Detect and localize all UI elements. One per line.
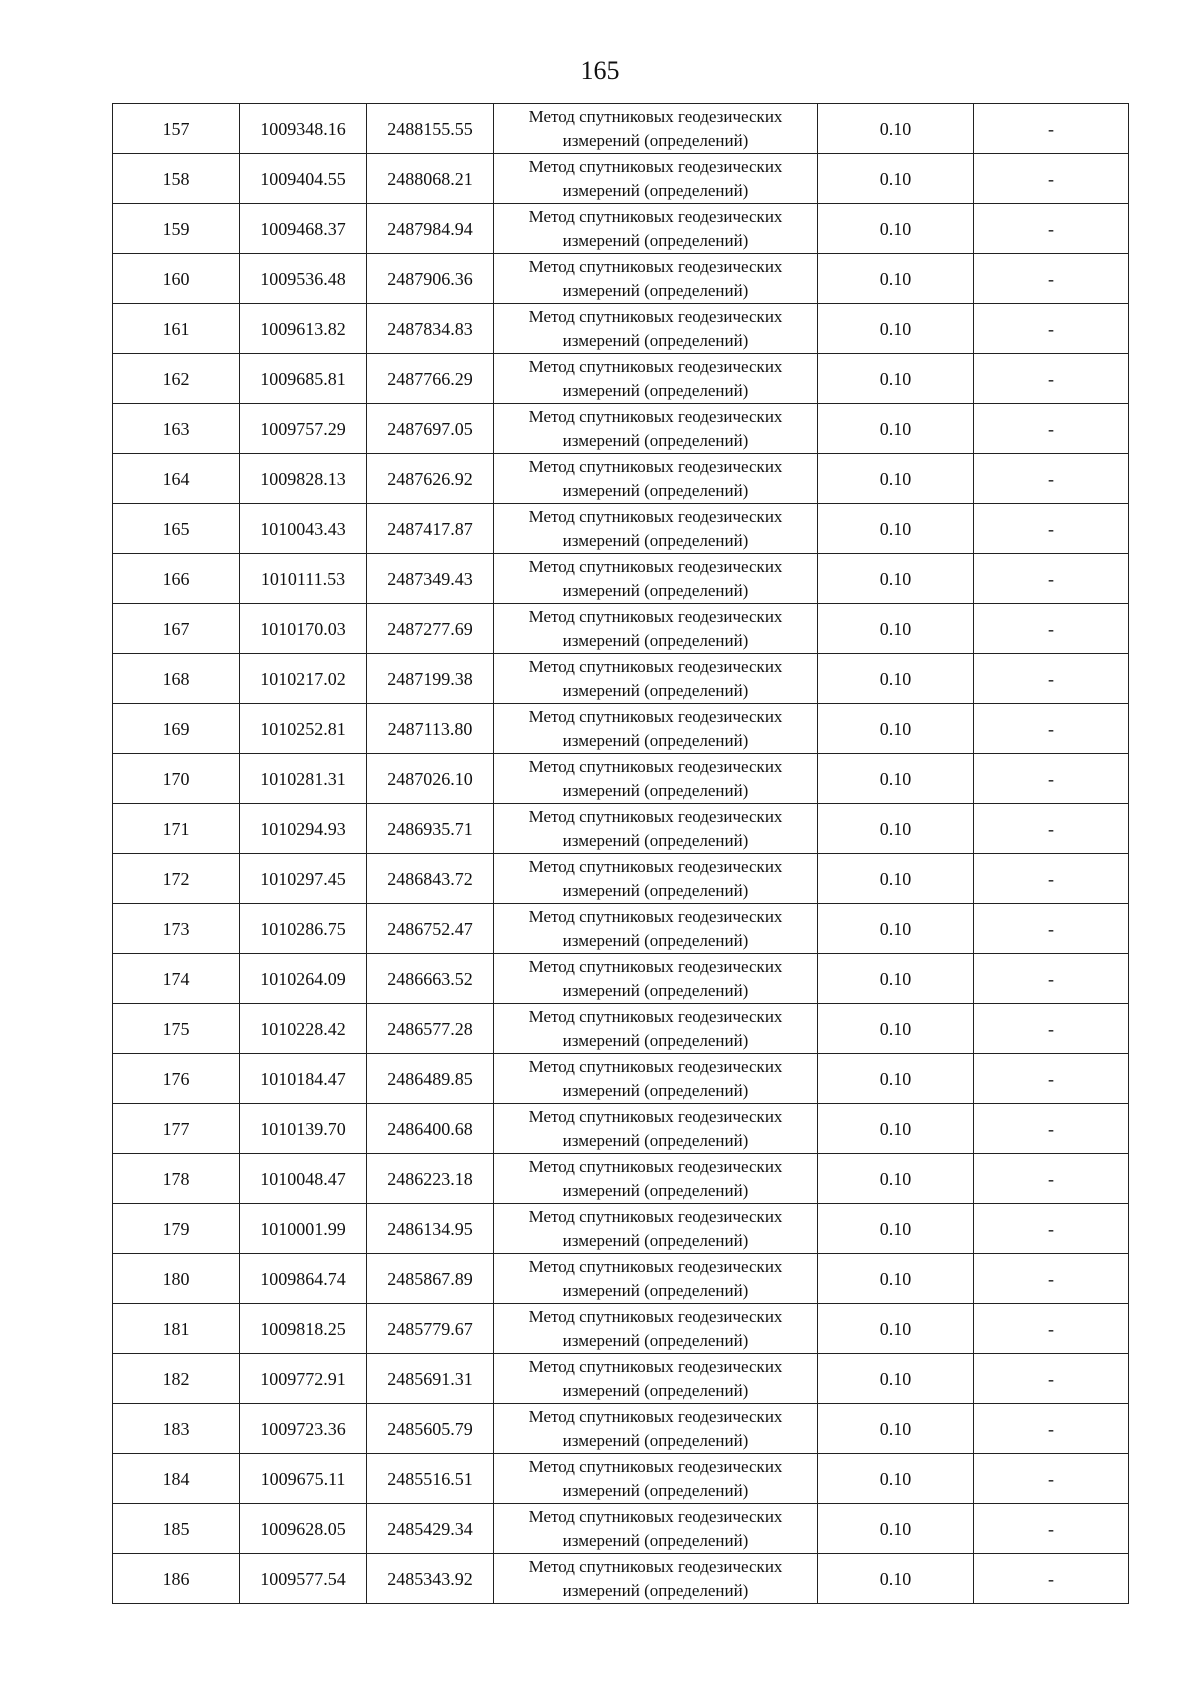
method-cell	[494, 954, 818, 1004]
y-coordinate-cell: 2486223.18	[367, 1154, 494, 1204]
y-coordinate-cell: 2487277.69	[367, 604, 494, 654]
accuracy-cell: 0.10	[818, 1254, 974, 1304]
method-line-2: измерений (определений)	[562, 830, 749, 850]
y-coordinate-cell: 2485779.67	[367, 1304, 494, 1354]
accuracy-cell: 0.10	[818, 1354, 974, 1404]
method-cell	[494, 154, 818, 204]
method-line-1: Метод спутниковых геодезических	[528, 1306, 783, 1326]
point-number-cell: 176	[113, 1054, 240, 1104]
method-line-2: измерений (определений)	[562, 630, 749, 650]
method-cell	[494, 1054, 818, 1104]
note-cell: -	[974, 1304, 1129, 1354]
note-cell: -	[974, 704, 1129, 754]
x-coordinate-cell: 1009468.37	[240, 204, 367, 254]
method-cell	[494, 1204, 818, 1254]
accuracy-cell: 0.10	[818, 1504, 974, 1554]
note-cell: -	[974, 1404, 1129, 1454]
method-line-2: измерений (определений)	[562, 880, 749, 900]
method-line-1: Метод спутниковых геодезических	[528, 1056, 783, 1076]
method-cell	[494, 654, 818, 704]
note-cell: -	[974, 1554, 1129, 1604]
x-coordinate-cell: 1010043.43	[240, 504, 367, 554]
y-coordinate-cell: 2485343.92	[367, 1554, 494, 1604]
note-cell: -	[974, 104, 1129, 154]
y-coordinate-cell: 2488068.21	[367, 154, 494, 204]
y-coordinate-cell: 2486663.52	[367, 954, 494, 1004]
note-cell: -	[974, 1454, 1129, 1504]
table-row	[113, 854, 1129, 904]
x-coordinate-cell: 1010286.75	[240, 904, 367, 954]
x-coordinate-cell: 1010281.31	[240, 754, 367, 804]
y-coordinate-cell: 2487026.10	[367, 754, 494, 804]
x-coordinate-cell: 1010252.81	[240, 704, 367, 754]
note-cell: -	[974, 804, 1129, 854]
note-cell: -	[974, 404, 1129, 454]
y-coordinate-cell: 2487984.94	[367, 204, 494, 254]
accuracy-cell: 0.10	[818, 104, 974, 154]
method-line-1: Метод спутниковых геодезических	[528, 1406, 783, 1426]
accuracy-cell: 0.10	[818, 954, 974, 1004]
method-cell	[494, 1554, 818, 1604]
note-cell: -	[974, 904, 1129, 954]
method-line-1: Метод спутниковых геодезических	[528, 156, 783, 176]
method-line-1: Метод спутниковых геодезических	[528, 706, 783, 726]
accuracy-cell: 0.10	[818, 1454, 974, 1504]
accuracy-cell: 0.10	[818, 554, 974, 604]
method-cell	[494, 354, 818, 404]
method-line-2: измерений (определений)	[562, 1030, 749, 1050]
x-coordinate-cell: 1010001.99	[240, 1204, 367, 1254]
accuracy-cell: 0.10	[818, 804, 974, 854]
table-row	[113, 1204, 1129, 1254]
accuracy-cell: 0.10	[818, 754, 974, 804]
method-cell	[494, 404, 818, 454]
accuracy-cell: 0.10	[818, 1004, 974, 1054]
point-number-cell: 183	[113, 1404, 240, 1454]
accuracy-cell: 0.10	[818, 454, 974, 504]
method-line-1: Метод спутниковых геодезических	[528, 356, 783, 376]
method-cell	[494, 1304, 818, 1354]
x-coordinate-cell: 1009404.55	[240, 154, 367, 204]
method-cell	[494, 254, 818, 304]
x-coordinate-cell: 1009818.25	[240, 1304, 367, 1354]
accuracy-cell: 0.10	[818, 1204, 974, 1254]
table-row	[113, 104, 1129, 154]
method-line-1: Метод спутниковых геодезических	[528, 406, 783, 426]
method-cell	[494, 804, 818, 854]
x-coordinate-cell: 1009536.48	[240, 254, 367, 304]
accuracy-cell: 0.10	[818, 204, 974, 254]
point-number-cell: 177	[113, 1104, 240, 1154]
method-line-1: Метод спутниковых геодезических	[528, 106, 783, 126]
point-number-cell: 186	[113, 1554, 240, 1604]
point-number-cell: 166	[113, 554, 240, 604]
method-line-1: Метод спутниковых геодезических	[528, 956, 783, 976]
accuracy-cell: 0.10	[818, 1404, 974, 1454]
table-row	[113, 704, 1129, 754]
method-line-2: измерений (определений)	[562, 930, 749, 950]
x-coordinate-cell: 1009828.13	[240, 454, 367, 504]
x-coordinate-cell: 1010139.70	[240, 1104, 367, 1154]
method-line-1: Метод спутниковых геодезических	[528, 456, 783, 476]
method-line-1: Метод спутниковых геодезических	[528, 906, 783, 926]
y-coordinate-cell: 2485691.31	[367, 1354, 494, 1404]
note-cell: -	[974, 754, 1129, 804]
table-row	[113, 604, 1129, 654]
note-cell: -	[974, 604, 1129, 654]
x-coordinate-cell: 1009348.16	[240, 104, 367, 154]
method-cell	[494, 1004, 818, 1054]
accuracy-cell: 0.10	[818, 704, 974, 754]
method-line-2: измерений (определений)	[562, 1180, 749, 1200]
method-cell	[494, 1104, 818, 1154]
method-line-2: измерений (определений)	[562, 380, 749, 400]
method-line-2: измерений (определений)	[562, 980, 749, 1000]
x-coordinate-cell: 1010294.93	[240, 804, 367, 854]
table-row	[113, 954, 1129, 1004]
method-cell	[494, 304, 818, 354]
point-number-cell: 162	[113, 354, 240, 404]
table-row	[113, 804, 1129, 854]
method-line-1: Метод спутниковых геодезических	[528, 606, 783, 626]
table-row	[113, 1354, 1129, 1404]
accuracy-cell: 0.10	[818, 1304, 974, 1354]
method-line-1: Метод спутниковых геодезических	[528, 656, 783, 676]
method-line-2: измерений (определений)	[562, 1380, 749, 1400]
method-line-2: измерений (определений)	[562, 780, 749, 800]
method-line-2: измерений (определений)	[562, 430, 749, 450]
y-coordinate-cell: 2485429.34	[367, 1504, 494, 1554]
method-cell	[494, 1354, 818, 1404]
method-cell	[494, 204, 818, 254]
method-line-1: Метод спутниковых геодезических	[528, 306, 783, 326]
point-number-cell: 181	[113, 1304, 240, 1354]
point-number-cell: 178	[113, 1154, 240, 1204]
y-coordinate-cell: 2485867.89	[367, 1254, 494, 1304]
x-coordinate-cell: 1010111.53	[240, 554, 367, 604]
x-coordinate-cell: 1009772.91	[240, 1354, 367, 1404]
point-number-cell: 182	[113, 1354, 240, 1404]
table-row	[113, 654, 1129, 704]
method-line-1: Метод спутниковых геодезических	[528, 506, 783, 526]
method-cell	[494, 904, 818, 954]
y-coordinate-cell: 2487113.80	[367, 704, 494, 754]
method-line-1: Метод спутниковых геодезических	[528, 756, 783, 776]
method-cell	[494, 454, 818, 504]
method-cell	[494, 1404, 818, 1454]
y-coordinate-cell: 2486935.71	[367, 804, 494, 854]
y-coordinate-cell: 2487349.43	[367, 554, 494, 604]
note-cell: -	[974, 304, 1129, 354]
point-number-cell: 174	[113, 954, 240, 1004]
accuracy-cell: 0.10	[818, 354, 974, 404]
table-row	[113, 1154, 1129, 1204]
table-row	[113, 204, 1129, 254]
method-line-1: Метод спутниковых геодезических	[528, 1206, 783, 1226]
method-line-2: измерений (определений)	[562, 1230, 749, 1250]
point-number-cell: 185	[113, 1504, 240, 1554]
method-line-2: измерений (определений)	[562, 1430, 749, 1450]
accuracy-cell: 0.10	[818, 304, 974, 354]
method-line-2: измерений (определений)	[562, 1130, 749, 1150]
method-line-1: Метод спутниковых геодезических	[528, 1106, 783, 1126]
x-coordinate-cell: 1010228.42	[240, 1004, 367, 1054]
note-cell: -	[974, 554, 1129, 604]
table-row	[113, 1504, 1129, 1554]
x-coordinate-cell: 1010170.03	[240, 604, 367, 654]
y-coordinate-cell: 2486843.72	[367, 854, 494, 904]
x-coordinate-cell: 1009757.29	[240, 404, 367, 454]
method-line-1: Метод спутниковых геодезических	[528, 256, 783, 276]
table-row	[113, 554, 1129, 604]
x-coordinate-cell: 1009577.54	[240, 1554, 367, 1604]
method-line-2: измерений (определений)	[562, 230, 749, 250]
x-coordinate-cell: 1010297.45	[240, 854, 367, 904]
note-cell: -	[974, 454, 1129, 504]
x-coordinate-cell: 1009628.05	[240, 1504, 367, 1554]
table-row	[113, 1104, 1129, 1154]
method-cell	[494, 604, 818, 654]
y-coordinate-cell: 2487697.05	[367, 404, 494, 454]
point-number-cell: 159	[113, 204, 240, 254]
method-line-2: измерений (определений)	[562, 730, 749, 750]
note-cell: -	[974, 1204, 1129, 1254]
table-row	[113, 1454, 1129, 1504]
method-line-2: измерений (определений)	[562, 680, 749, 700]
note-cell: -	[974, 204, 1129, 254]
accuracy-cell: 0.10	[818, 404, 974, 454]
note-cell: -	[974, 1104, 1129, 1154]
note-cell: -	[974, 154, 1129, 204]
y-coordinate-cell: 2486489.85	[367, 1054, 494, 1104]
y-coordinate-cell: 2486577.28	[367, 1004, 494, 1054]
table-row	[113, 454, 1129, 504]
table-row	[113, 1004, 1129, 1054]
method-line-2: измерений (определений)	[562, 1080, 749, 1100]
note-cell: -	[974, 1254, 1129, 1304]
accuracy-cell: 0.10	[818, 1054, 974, 1104]
x-coordinate-cell: 1009864.74	[240, 1254, 367, 1304]
point-number-cell: 172	[113, 854, 240, 904]
y-coordinate-cell: 2486752.47	[367, 904, 494, 954]
y-coordinate-cell: 2487834.83	[367, 304, 494, 354]
table-row	[113, 254, 1129, 304]
x-coordinate-cell: 1009723.36	[240, 1404, 367, 1454]
point-number-cell: 171	[113, 804, 240, 854]
accuracy-cell: 0.10	[818, 654, 974, 704]
y-coordinate-cell: 2486134.95	[367, 1204, 494, 1254]
method-line-2: измерений (определений)	[562, 1330, 749, 1350]
table-row	[113, 1254, 1129, 1304]
table-row	[113, 504, 1129, 554]
table-row	[113, 1304, 1129, 1354]
note-cell: -	[974, 254, 1129, 304]
accuracy-cell: 0.10	[818, 1104, 974, 1154]
method-cell	[494, 104, 818, 154]
y-coordinate-cell: 2487766.29	[367, 354, 494, 404]
accuracy-cell: 0.10	[818, 1154, 974, 1204]
point-number-cell: 158	[113, 154, 240, 204]
table-row	[113, 1404, 1129, 1454]
table-row	[113, 304, 1129, 354]
method-cell	[494, 754, 818, 804]
y-coordinate-cell: 2487199.38	[367, 654, 494, 704]
table-row	[113, 904, 1129, 954]
method-cell	[494, 1504, 818, 1554]
method-cell	[494, 1154, 818, 1204]
table-row	[113, 404, 1129, 454]
method-line-2: измерений (определений)	[562, 180, 749, 200]
method-line-1: Метод спутниковых геодезических	[528, 1006, 783, 1026]
note-cell: -	[974, 1054, 1129, 1104]
note-cell: -	[974, 1154, 1129, 1204]
x-coordinate-cell: 1010184.47	[240, 1054, 367, 1104]
x-coordinate-cell: 1010048.47	[240, 1154, 367, 1204]
note-cell: -	[974, 354, 1129, 404]
method-line-2: измерений (определений)	[562, 330, 749, 350]
method-line-2: измерений (определений)	[562, 1580, 749, 1600]
y-coordinate-cell: 2486400.68	[367, 1104, 494, 1154]
method-cell	[494, 554, 818, 604]
table-row	[113, 1554, 1129, 1604]
accuracy-cell: 0.10	[818, 904, 974, 954]
method-line-2: измерений (определений)	[562, 580, 749, 600]
y-coordinate-cell: 2487906.36	[367, 254, 494, 304]
point-number-cell: 157	[113, 104, 240, 154]
x-coordinate-cell: 1009675.11	[240, 1454, 367, 1504]
method-line-1: Метод спутниковых геодезических	[528, 806, 783, 826]
note-cell: -	[974, 854, 1129, 904]
y-coordinate-cell: 2485605.79	[367, 1404, 494, 1454]
method-cell	[494, 854, 818, 904]
table-row	[113, 354, 1129, 404]
note-cell: -	[974, 1004, 1129, 1054]
page-number: 165	[580, 56, 620, 85]
point-number-cell: 165	[113, 504, 240, 554]
method-line-1: Метод спутниковых геодезических	[528, 206, 783, 226]
method-line-2: измерений (определений)	[562, 480, 749, 500]
point-number-cell: 169	[113, 704, 240, 754]
table-row	[113, 1054, 1129, 1104]
note-cell: -	[974, 1354, 1129, 1404]
coordinates-table-body	[113, 104, 1129, 1604]
x-coordinate-cell: 1010217.02	[240, 654, 367, 704]
note-cell: -	[974, 954, 1129, 1004]
method-line-2: измерений (определений)	[562, 530, 749, 550]
accuracy-cell: 0.10	[818, 504, 974, 554]
point-number-cell: 180	[113, 1254, 240, 1304]
y-coordinate-cell: 2488155.55	[367, 104, 494, 154]
y-coordinate-cell: 2485516.51	[367, 1454, 494, 1504]
accuracy-cell: 0.10	[818, 854, 974, 904]
x-coordinate-cell: 1009613.82	[240, 304, 367, 354]
point-number-cell: 168	[113, 654, 240, 704]
accuracy-cell: 0.10	[818, 154, 974, 204]
method-cell	[494, 704, 818, 754]
method-line-2: измерений (определений)	[562, 1280, 749, 1300]
point-number-cell: 160	[113, 254, 240, 304]
method-cell	[494, 1254, 818, 1304]
method-line-1: Метод спутниковых геодезических	[528, 856, 783, 876]
method-line-1: Метод спутниковых геодезических	[528, 556, 783, 576]
method-cell	[494, 504, 818, 554]
point-number-cell: 179	[113, 1204, 240, 1254]
accuracy-cell: 0.10	[818, 604, 974, 654]
method-line-2: измерений (определений)	[562, 280, 749, 300]
point-number-cell: 184	[113, 1454, 240, 1504]
method-line-1: Метод спутниковых геодезических	[528, 1156, 783, 1176]
x-coordinate-cell: 1010264.09	[240, 954, 367, 1004]
point-number-cell: 167	[113, 604, 240, 654]
note-cell: -	[974, 1504, 1129, 1554]
method-line-2: измерений (определений)	[562, 1530, 749, 1550]
method-line-1: Метод спутниковых геодезических	[528, 1256, 783, 1276]
note-cell: -	[974, 504, 1129, 554]
method-line-2: измерений (определений)	[562, 1480, 749, 1500]
point-number-cell: 175	[113, 1004, 240, 1054]
point-number-cell: 163	[113, 404, 240, 454]
point-number-cell: 170	[113, 754, 240, 804]
accuracy-cell: 0.10	[818, 1554, 974, 1604]
method-line-1: Метод спутниковых геодезических	[528, 1456, 783, 1476]
table-row	[113, 754, 1129, 804]
note-cell: -	[974, 654, 1129, 704]
coordinates-table	[112, 103, 1129, 1604]
accuracy-cell: 0.10	[818, 254, 974, 304]
method-line-1: Метод спутниковых геодезических	[528, 1506, 783, 1526]
method-line-1: Метод спутниковых геодезических	[528, 1556, 783, 1576]
method-cell	[494, 1454, 818, 1504]
point-number-cell: 173	[113, 904, 240, 954]
x-coordinate-cell: 1009685.81	[240, 354, 367, 404]
y-coordinate-cell: 2487417.87	[367, 504, 494, 554]
table-row	[113, 154, 1129, 204]
y-coordinate-cell: 2487626.92	[367, 454, 494, 504]
method-line-1: Метод спутниковых геодезических	[528, 1356, 783, 1376]
point-number-cell: 164	[113, 454, 240, 504]
point-number-cell: 161	[113, 304, 240, 354]
method-line-2: измерений (определений)	[562, 130, 749, 150]
